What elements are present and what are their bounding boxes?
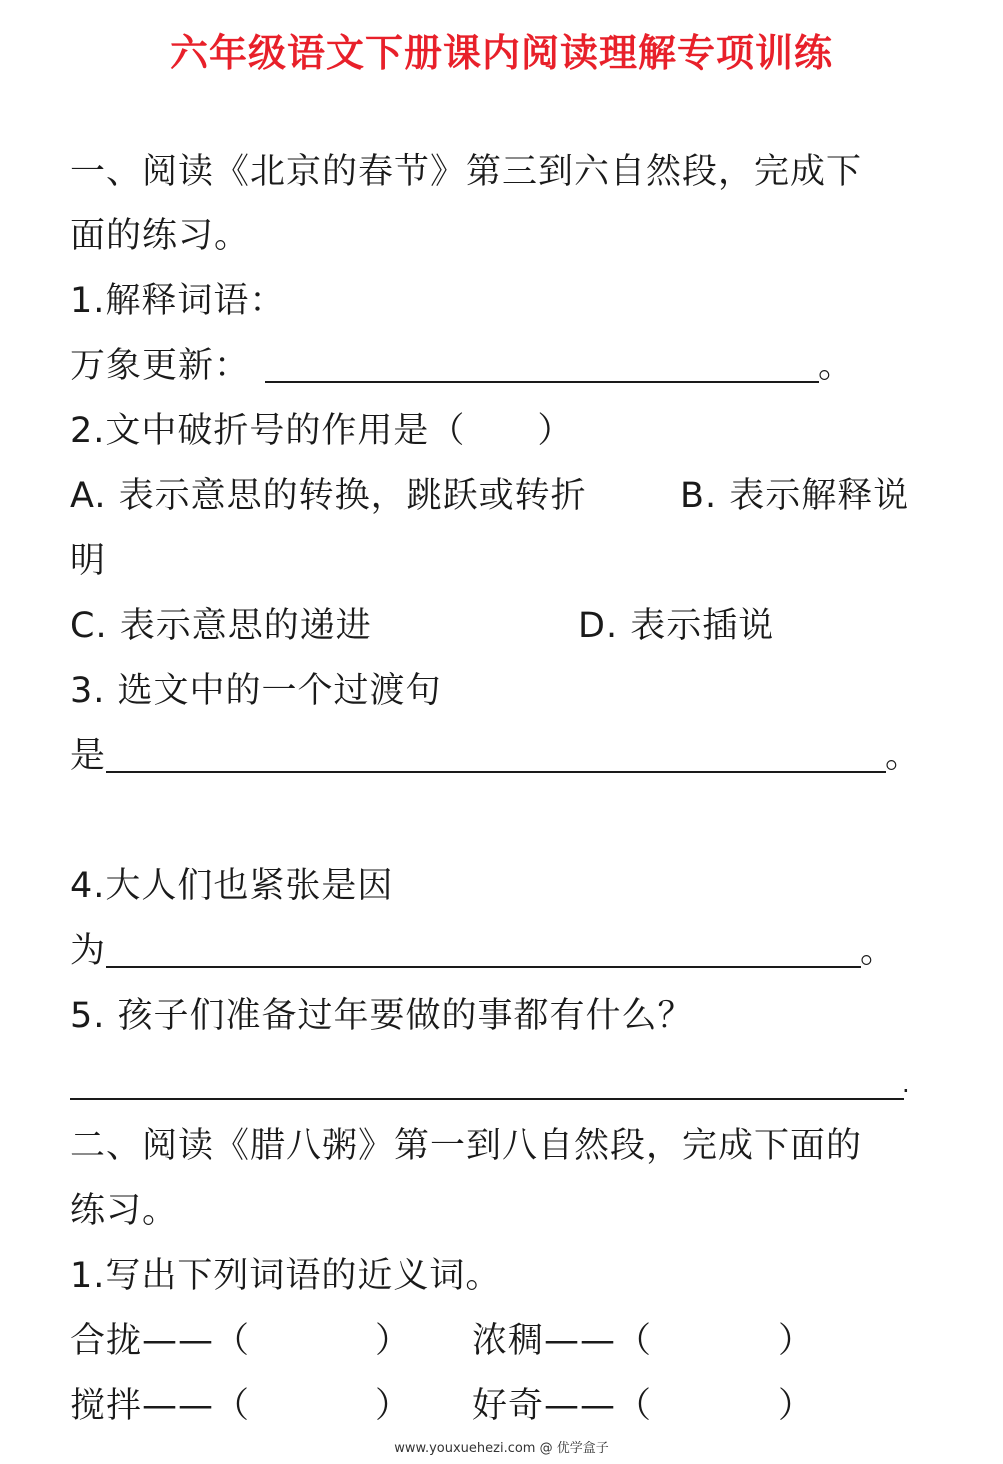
page-title: 六年级语文下册课内阅读理解专项训练 xyxy=(169,31,833,75)
s1-q3-question: 3. 选文中的一个过渡句 xyxy=(70,671,442,711)
s1-q3-prefix: 是 xyxy=(70,736,107,776)
s2-pair-close: ） xyxy=(375,1386,412,1426)
s2-pair-word: 浓稠——（ xyxy=(472,1321,653,1361)
s1-q1-term: 万象更新： xyxy=(70,346,251,386)
s2-pair-close: ） xyxy=(778,1386,815,1426)
s1-q1-end-mark: 。 xyxy=(818,346,855,386)
footer-watermark: www.youxuehezi.com @ 优学盒子 xyxy=(394,1441,609,1456)
s1-q4-end-mark: 。 xyxy=(860,931,897,971)
section2-heading-line2: 练习。 xyxy=(70,1191,179,1231)
s1-q4-answer-blank[interactable] xyxy=(106,966,861,968)
s1-q4-prefix: 为 xyxy=(70,931,107,971)
s1-q2-option-b-cont: 明 xyxy=(70,541,107,581)
s2-pair-word: 搅拌——（ xyxy=(70,1386,251,1426)
s1-q2-option-a: A. 表示意思的转换，跳跃或转折 xyxy=(70,476,587,516)
s1-q5-answer-blank[interactable] xyxy=(70,1098,904,1100)
s1-q2-option-b: B. 表示解释说 xyxy=(680,476,910,516)
s2-q1-question: 1.写出下列词语的近义词。 xyxy=(70,1256,502,1296)
s1-q4-question: 4.大人们也紧张是因 xyxy=(70,866,394,906)
section2-heading-line1: 二、阅读《腊八粥》第一到八自然段，完成下面的 xyxy=(70,1126,863,1166)
s2-pair-close: ） xyxy=(778,1321,815,1361)
s1-q3-answer-blank[interactable] xyxy=(106,771,886,773)
s1-q2-option-c: C. 表示意思的递进 xyxy=(70,606,372,646)
section1-heading-line2: 面的练习。 xyxy=(70,216,251,256)
s2-pair-word: 好奇——（ xyxy=(472,1386,653,1426)
s2-pair-close: ） xyxy=(375,1321,412,1361)
s1-q2-question: 2.文中破折号的作用是（ ） xyxy=(70,411,574,451)
s1-q3-end-mark: 。 xyxy=(885,736,922,776)
s1-q5-end-mark: . xyxy=(902,1070,911,1098)
s1-q2-option-d: D. 表示插说 xyxy=(578,606,775,646)
s1-q5-question: 5. 孩子们准备过年要做的事都有什么？ xyxy=(70,996,694,1036)
s1-q1-answer-blank[interactable] xyxy=(265,381,819,383)
section1-heading-line1: 一、阅读《北京的春节》第三到六自然段，完成下 xyxy=(70,152,863,192)
s1-q1-label: 1.解释词语： xyxy=(70,281,286,321)
s2-pair-word: 合拢——（ xyxy=(70,1321,251,1361)
